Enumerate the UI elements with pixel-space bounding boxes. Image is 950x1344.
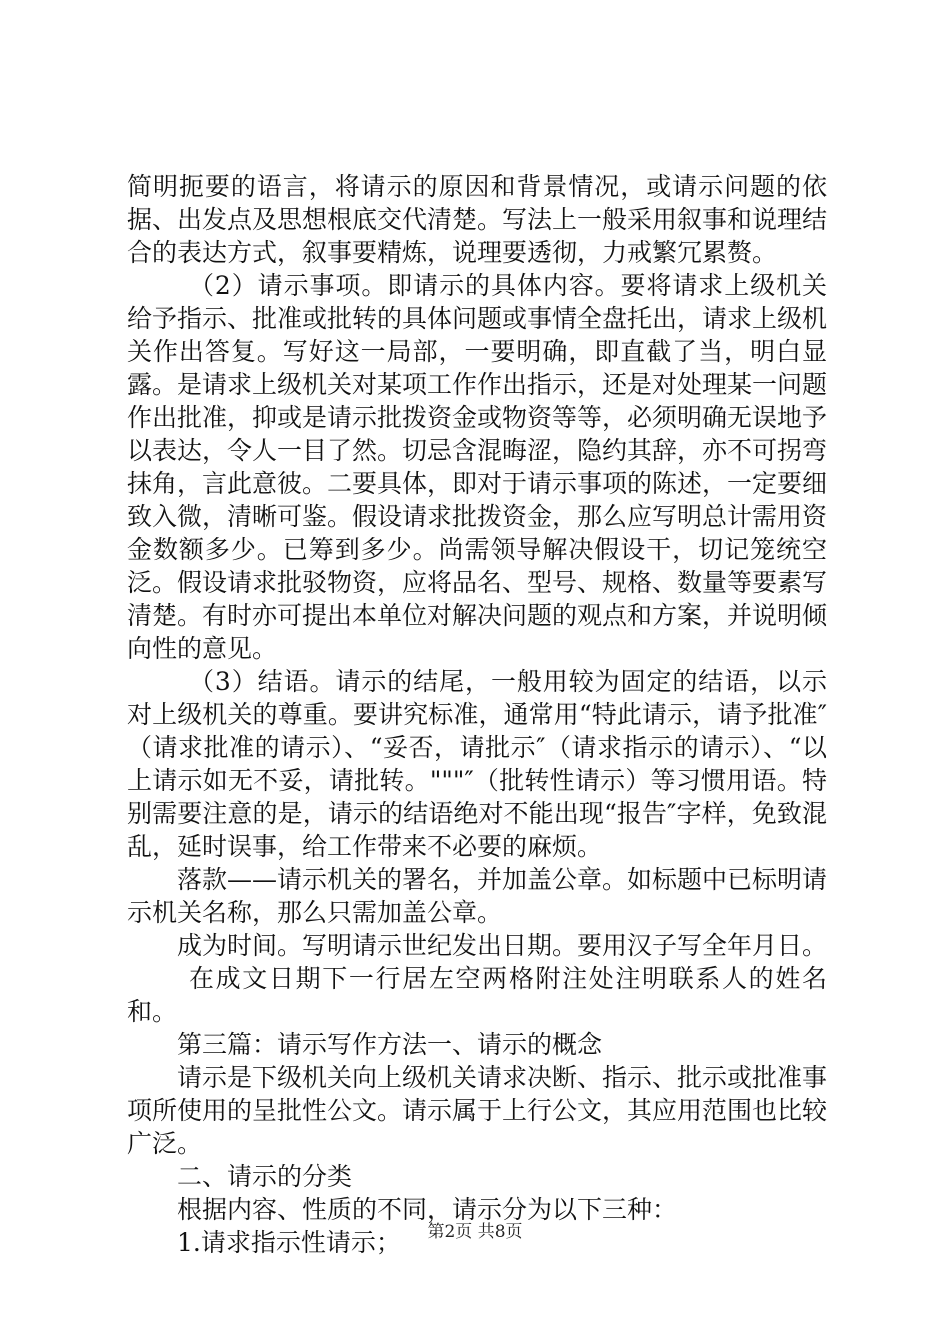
paragraph-background: 简明扼要的语言，将请示的原因和背景情况，或请示问题的依据、出发点及思想根底交代清楚。写法上一般采用叙事和说理结合的表达方式，叙事要精炼，说理要透彻，力戒繁冗累赘。 <box>127 172 828 267</box>
paragraph-date: 成为时间。写明请示世纪发出日期。要用汉子写全年月日。 <box>177 931 828 960</box>
paragraph-signature: 落款——请示机关的署名，并加盖公章。如标题中已标明请示机关名称，那么只需加盖公章。 <box>127 865 828 927</box>
paragraph-conclusion: （3）结语。请示的结尾，一般用较为固定的结语，以示对上级机关的尊重。要讲究标准，通常用“特此请示，请予批准″（请求批准的请示）、“妥否，请批示″（请求指示的请示）、“以上请示如无不妥，请批转。"""″（批转性请示）等习惯用语。特别需要注意的是，请示的结语绝对不能出现“报告″字样，免致混乱，延时误事，给工作带来不必要的麻烦。 <box>127 667 827 861</box>
paragraph-request-items: （2）请示事项。即请示的具体内容。要将请求上级机关给予指示、批准或批转的具体问题或事情全盘托出，请求上级机关作出答复。写好这一局部，一要明确，即直截了当，明白显露。是请求上级机关对某项工作作出指示，还是对处理某一问题作出批准，抑或是请示批拨资金或物资等等，必须明确无误地予以表达，令人一目了然。切忌含混晦涩，隐约其辞，亦不可拐弯抹角，言此意彼。二要具体，即对于请示事项的陈述，一定要细致入微，清晰可鉴。假设请求批拨资金，那么应写明总计需用资金数额多少。已筹到多少。尚需领导解决假设干，切记笼统空泛。假设请求批驳物资，应将品名、型号、规格、数量等要素写清楚。有时亦可提出本单位对解决问题的观点和方案，并说明倾向性的意见。 <box>127 271 828 663</box>
document-body <box>127 170 827 1259</box>
list-item-1: 1.请求指示性请示； <box>177 1228 401 1257</box>
paragraph-classification-intro: 根据内容、性质的不同，请示分为以下三种： <box>177 1195 678 1224</box>
paragraph-contact-note: 在成文日期下一行居左空两格附注处注明联系人的姓名和。 <box>127 964 827 1026</box>
page-number-footer: 第2页 共8页 <box>427 1222 523 1242</box>
section-heading-classification: 二、请示的分类 <box>177 1162 353 1191</box>
paragraph-definition: 请示是下级机关向上级机关请求决断、指示、批示或批准事项所使用的呈批性公文。请示属于上行公文，其应用范围也比较广泛。 <box>127 1063 828 1158</box>
section-heading-part-three: 第三篇：请示写作方法一、请示的概念 <box>177 1030 603 1059</box>
